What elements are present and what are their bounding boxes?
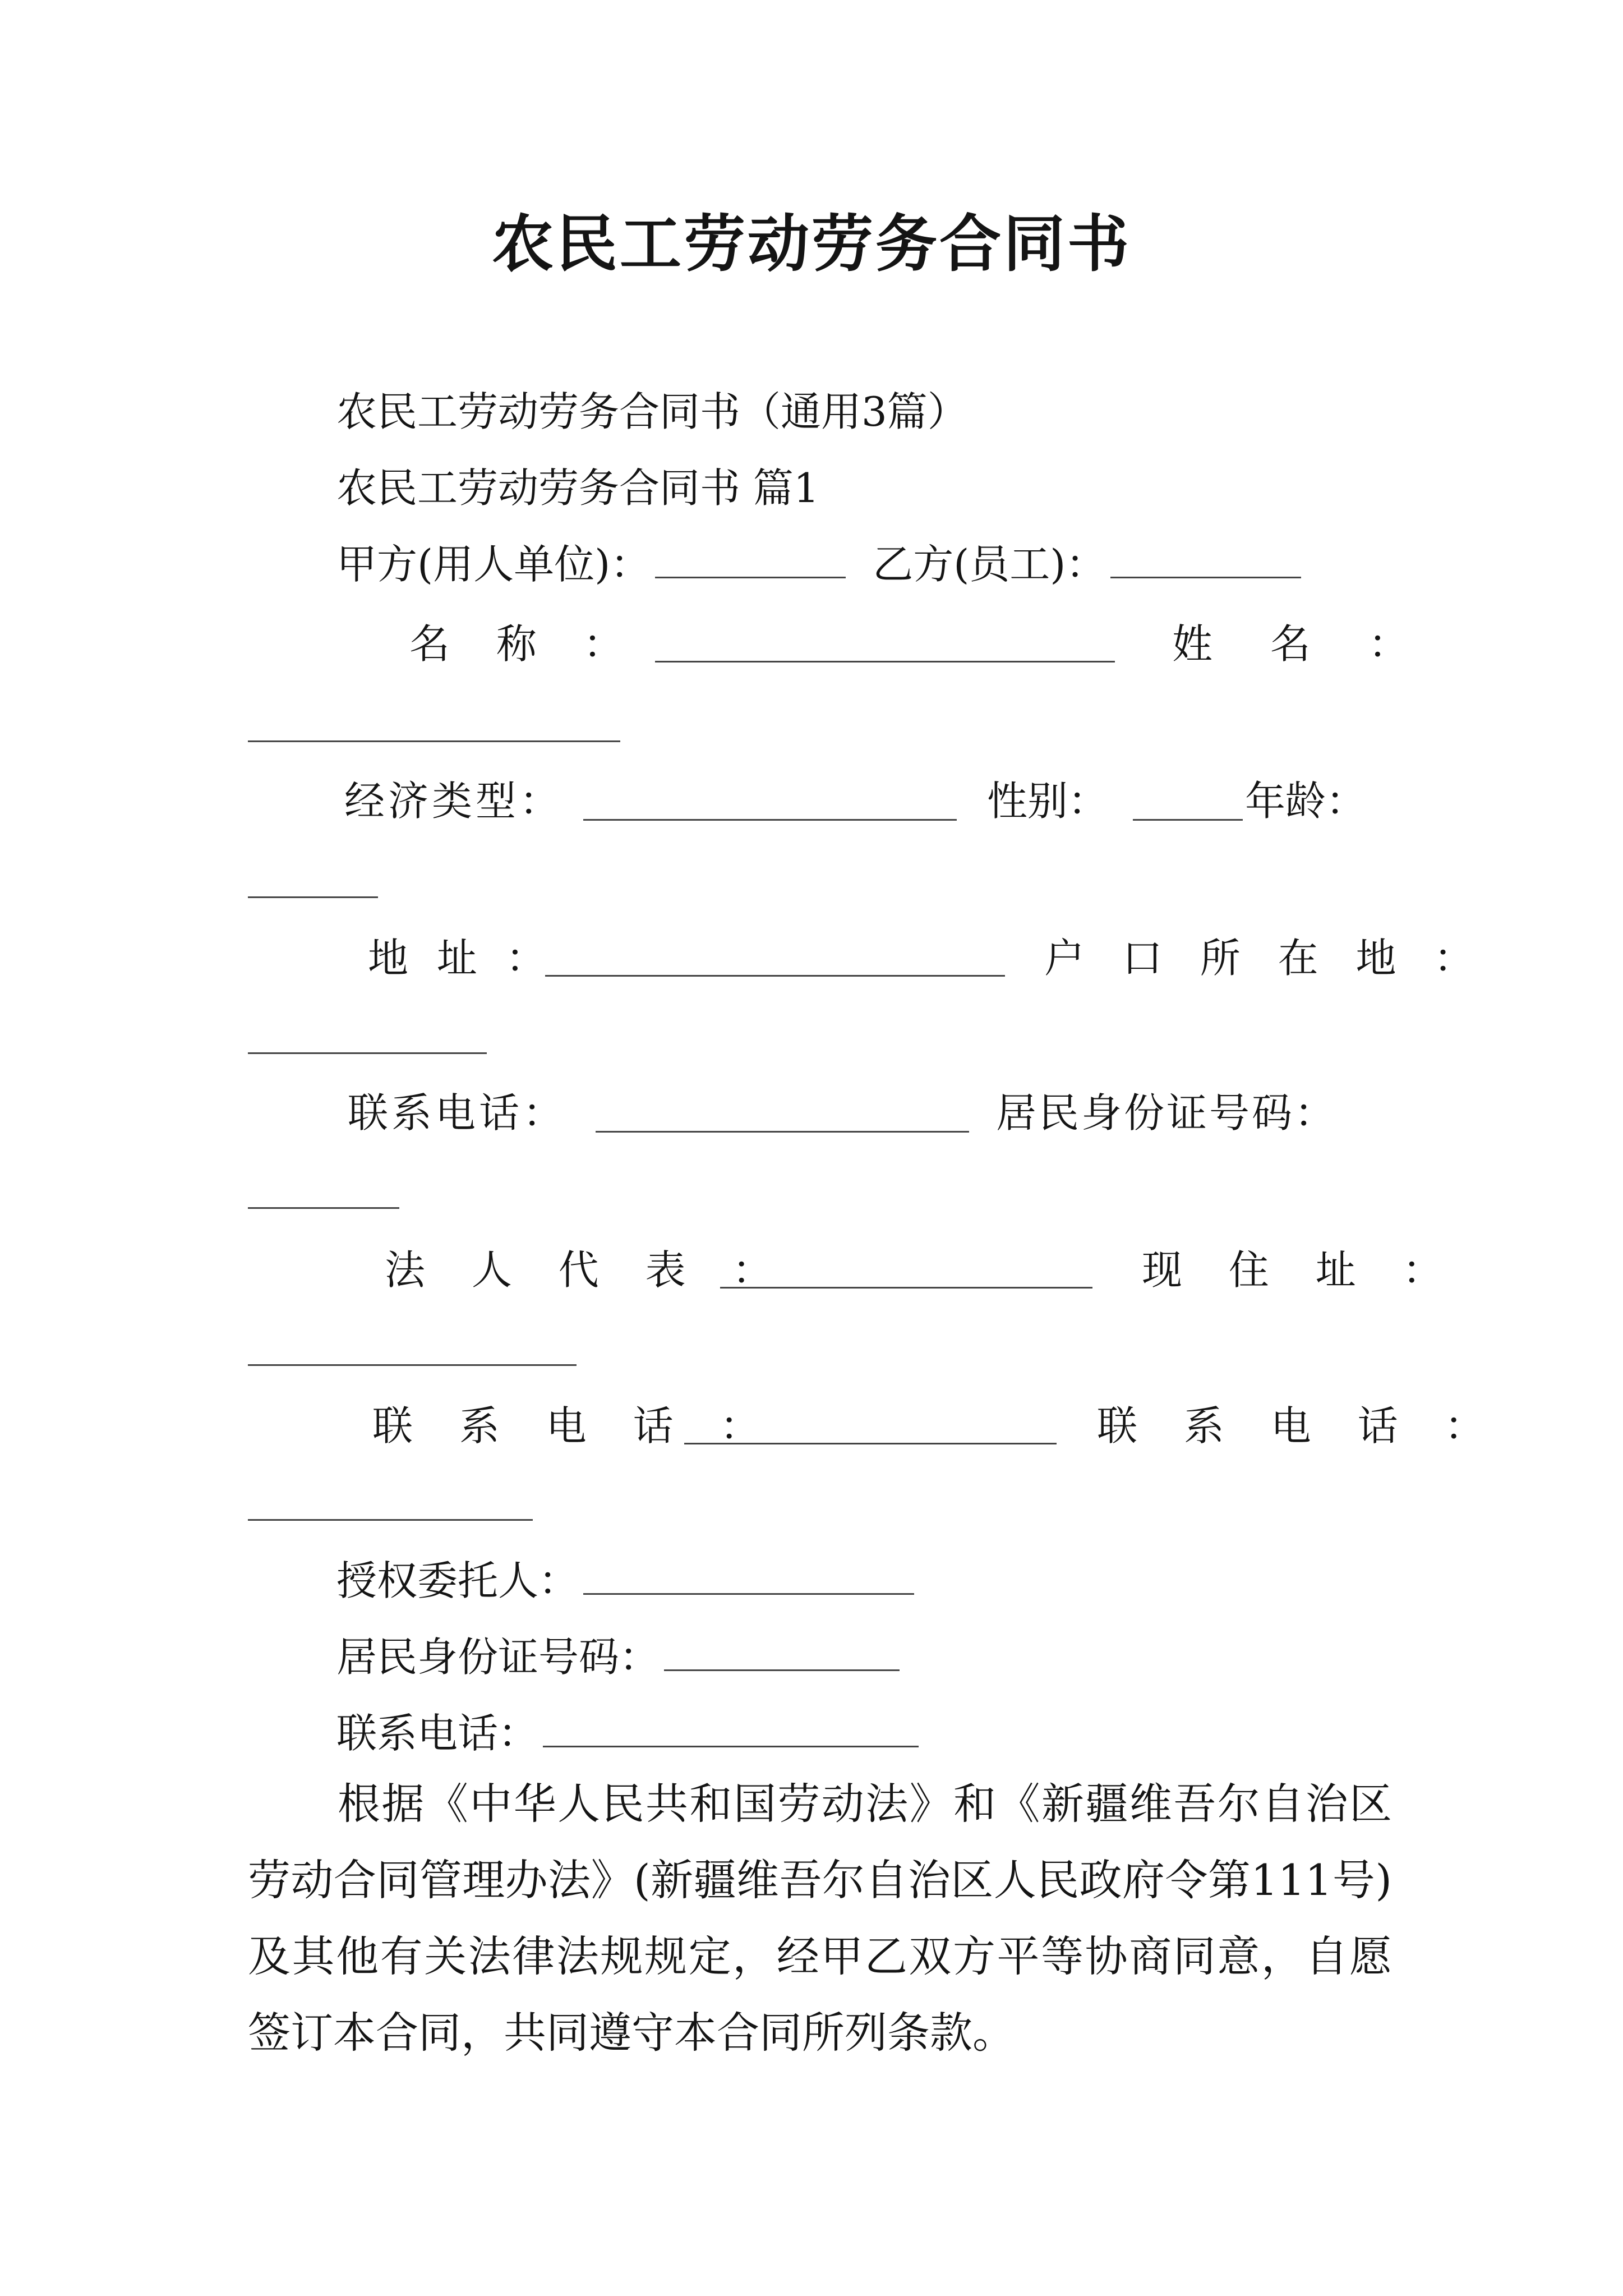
agent-blank[interactable] [583, 1559, 914, 1595]
agent-id-label: 居民身份证号码： [336, 1634, 660, 1681]
section-title: 农民工劳动劳务合同书 篇1 [336, 464, 819, 512]
full-name-blank[interactable] [248, 740, 620, 742]
gender-blank[interactable] [1133, 819, 1243, 821]
agent-id-blank[interactable] [664, 1636, 900, 1671]
phone-a-blank[interactable] [684, 1443, 1057, 1444]
phone-blank[interactable] [596, 1131, 969, 1133]
agent-phone-row [336, 1706, 923, 1760]
name-label: 名 称 ： [409, 620, 640, 668]
id-number-blank[interactable] [248, 1207, 399, 1209]
agent-row [336, 1554, 919, 1608]
legal-rep-blank[interactable] [720, 1287, 1092, 1289]
party-b-label: 乙方(员工)： [873, 541, 1106, 588]
age-blank[interactable] [248, 896, 378, 898]
household-label: 户 口 所 在 地 ： [1044, 935, 1487, 982]
name-blank[interactable] [655, 661, 1115, 662]
economic-type-label: 经济类型： [344, 777, 564, 825]
phone-b-blank[interactable] [248, 1519, 533, 1521]
party-a-label: 甲方(用人单位)： [336, 541, 651, 588]
age-label: 年龄： [1245, 777, 1367, 825]
party-a-blank[interactable] [655, 543, 846, 578]
phone-b-label: 联 系 电 话 ： [1097, 1402, 1502, 1450]
phone-label: 联系电话： [348, 1089, 567, 1137]
agent-id-row [336, 1630, 904, 1684]
address-blank[interactable] [545, 975, 1005, 977]
agent-label: 授权委托人： [336, 1557, 579, 1604]
current-address-blank[interactable] [248, 1364, 577, 1366]
current-address-label: 现 住 址 ： [1142, 1246, 1460, 1294]
phone-a-label: 联 系 电 话 ： [372, 1402, 777, 1450]
body-paragraph: 根据《中华人民共和国劳动法》和《新疆维吾尔自治区劳动合同管理办法》(新疆维吾尔自治区人民政府令第111号)及其他有关法律法规规定，经甲乙双方平等协商同意，自愿签订本合同，共同遵守本合同所列条款。 [248, 1779, 1392, 2058]
document-title: 农民工劳动劳务合同书 [492, 208, 1131, 280]
agent-phone-blank[interactable] [543, 1712, 919, 1747]
full-name-label: 姓 名 ： [1172, 620, 1431, 668]
household-blank[interactable] [248, 1052, 487, 1054]
party-b-blank[interactable] [1110, 543, 1301, 578]
address-label: 地 址 ： [368, 935, 554, 982]
parties-row [336, 537, 1306, 591]
legal-rep-label: 法 人 代 表 ： [385, 1246, 790, 1294]
agent-phone-label: 联系电话： [336, 1710, 539, 1757]
economic-type-blank[interactable] [583, 819, 957, 821]
document-subtitle: 农民工劳动劳务合同书（通用3篇） [336, 388, 968, 435]
id-number-label: 居民身份证号码： [996, 1089, 1338, 1137]
gender-label: 性别： [987, 777, 1109, 825]
